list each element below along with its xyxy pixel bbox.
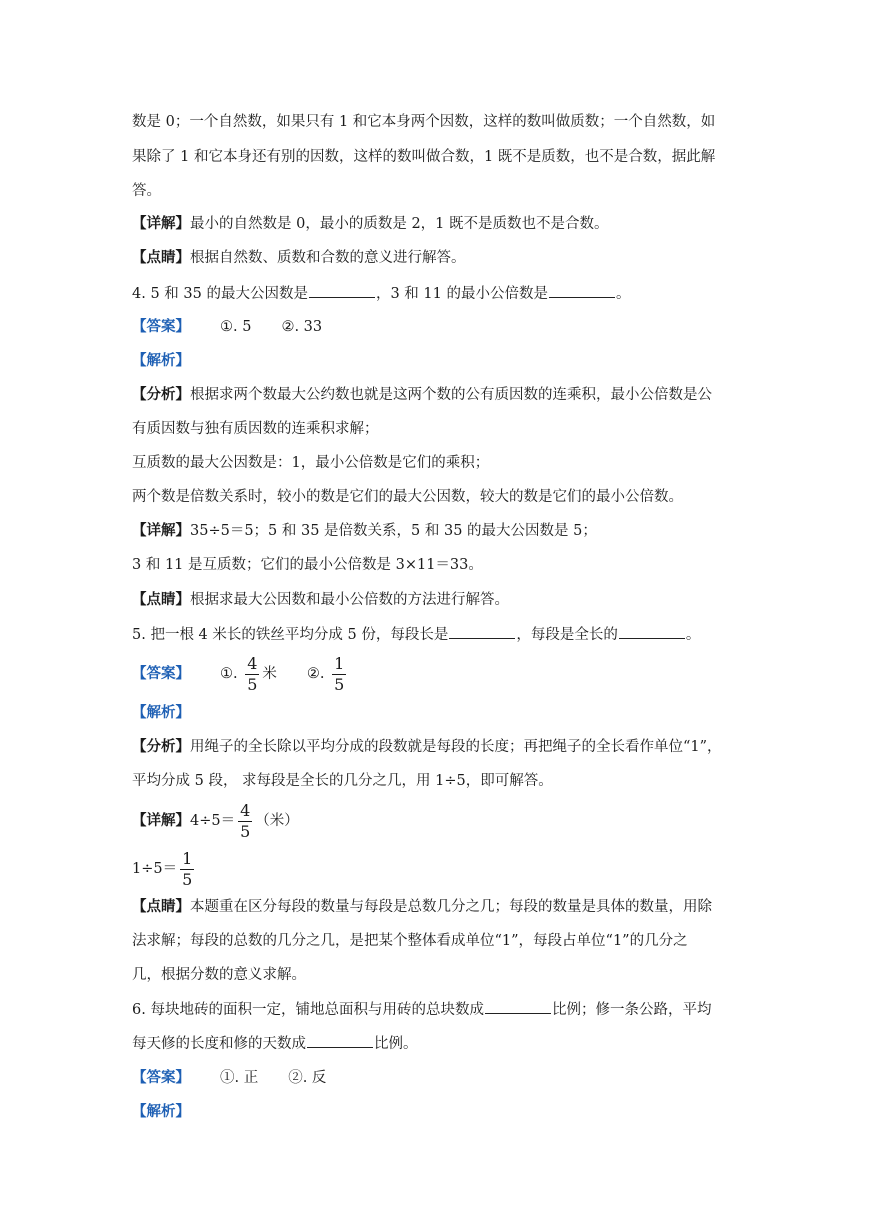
q5-analysis-label: 【解析】 — [132, 704, 190, 721]
q5-detail-1-fraction — [238, 801, 252, 842]
q6-text-b: 比例；修一条公路，平均 — [551, 1002, 712, 1018]
q4-analysis-line-3: 互质数的最大公因数是：1，最小公倍数是它们的乘积； — [132, 455, 490, 471]
q4-question — [132, 283, 630, 304]
q4-text-b: ，3 和 11 的最小公倍数是 — [375, 286, 548, 302]
q5-detail-line-2 — [132, 848, 197, 890]
q5-question — [132, 624, 700, 645]
q4-detail-line-2: 3 和 11 是互质数；它们的最小公倍数是 3×11＝33。 — [132, 557, 483, 573]
q5-answer — [132, 653, 349, 695]
q5-note-line-1 — [132, 897, 712, 917]
q5-detail-2-fraction — [180, 849, 194, 890]
detail-label: 【详解】 — [132, 215, 190, 232]
q5-answer-2-fraction — [332, 654, 346, 695]
q5-text-a: 5. 把一根 4 米长的铁丝平均分成 5 份，每段长是 — [132, 627, 449, 643]
q6-question-line-2 — [132, 1033, 418, 1054]
q6-analysis-label: 【解析】 — [132, 1103, 190, 1120]
q6-text-c: 每天修的长度和修的天数成 — [132, 1036, 306, 1052]
q5-detail-1-unit: （米） — [255, 813, 299, 829]
q4-analysis-label: 【解析】 — [132, 352, 190, 369]
answer-label: 【答案】 — [132, 665, 190, 682]
q4-note-text: 根据求最大公因数和最小公倍数的方法进行解答。 — [190, 592, 509, 608]
q4-blank-1 — [309, 283, 375, 298]
q4-text-a: 4. 5 和 35 的最大公因数是 — [132, 286, 308, 302]
q5-detail-1-prefix: 4÷5＝ — [190, 813, 236, 829]
fraction-numerator: 4 — [247, 653, 258, 673]
fraction-denominator: 5 — [334, 674, 345, 694]
answer-label: 【答案】 — [132, 318, 190, 335]
q6-text-d: 比例。 — [374, 1036, 418, 1052]
intro-note — [132, 248, 466, 268]
q6-answer — [132, 1068, 326, 1088]
q4-detail-text-1: 35÷5＝5；5 和 35 是倍数关系，5 和 35 的最大公因数是 5； — [190, 523, 597, 539]
detail-label: 【详解】 — [132, 812, 190, 829]
intro-line-3: 答。 — [132, 183, 161, 199]
fraction-denominator: 5 — [182, 869, 193, 889]
q5-note-line-2: 法求解；每段的总数的几分之几，是把某个整体看成单位“1”，每段占单位“1”的几分之 — [132, 933, 688, 949]
q5-blank-1 — [449, 624, 515, 639]
intro-line-2: 果除了 1 和它本身还有别的因数，这样的数叫做合数，1 既不是质数，也不是合数，据此解 — [132, 149, 716, 165]
note-label: 【点睛】 — [132, 249, 190, 266]
note-label: 【点睛】 — [132, 898, 190, 915]
q4-analysis-line-1 — [132, 385, 712, 405]
q4-analysis-text-1: 根据求两个数最大公约数也就是这两个数的公有质因数的连乘积，最小公倍数是公 — [190, 387, 712, 403]
q5-text-b: ，每段是全长的 — [516, 627, 618, 643]
q5-answer-1-fraction — [245, 654, 259, 695]
fraction-numerator: 1 — [182, 848, 193, 868]
q5-answer-1-prefix: ①. — [220, 666, 238, 682]
fraction-numerator: 4 — [240, 800, 251, 820]
q5-text-c: 。 — [685, 627, 701, 643]
q6-answer-2: ②. 反 — [288, 1070, 327, 1086]
q5-note-line-3: 几，根据分数的意义求解。 — [132, 967, 306, 983]
q5-blank-2 — [619, 624, 685, 639]
intro-line-1: 数是 0；一个自然数，如果只有 1 和它本身两个因数，这样的数叫做质数；一个自然数，如 — [132, 114, 716, 130]
q5-analysis-line-2: 平均分成 5 段， 求每段是全长的几分之几，用 1÷5，即可解答。 — [132, 773, 553, 789]
note-text: 根据自然数、质数和合数的意义进行解答。 — [190, 250, 466, 266]
q6-blank-2 — [307, 1033, 373, 1048]
answer-label: 【答案】 — [132, 1069, 190, 1086]
q4-answer — [132, 317, 322, 337]
q6-text-a: 6. 每块地砖的面积一定，铺地总面积与用砖的总块数成 — [132, 1002, 484, 1018]
q6-blank-1 — [485, 999, 551, 1014]
q5-answer-2-prefix: ②. — [306, 666, 325, 682]
q4-analysis-line-2: 有质因数与独有质因数的连乘积求解； — [132, 421, 379, 437]
q6-answer-1: ①. 正 — [220, 1070, 259, 1086]
q4-analysis-line-4: 两个数是倍数关系时，较小的数是它们的最大公因数，较大的数是它们的最小公倍数。 — [132, 489, 683, 505]
fraction-denominator: 5 — [247, 674, 258, 694]
q5-analysis-line-1 — [132, 737, 722, 757]
q4-text-c: 。 — [615, 286, 631, 302]
fraction-numerator: 1 — [334, 653, 345, 673]
q6-question-line-1 — [132, 999, 711, 1020]
fraction-denominator: 5 — [240, 821, 251, 841]
q5-analysis-text-1: 用绳子的全长除以平均分成的段数就是每段的长度；再把绳子的全长看作单位“1”， — [190, 739, 722, 755]
q5-answer-1-unit: 米 — [262, 666, 277, 682]
q4-answer-1: ①. 5 — [220, 319, 252, 335]
analysis-sub-label: 【分析】 — [132, 738, 190, 755]
intro-detail — [132, 214, 609, 234]
q5-note-text-1: 本题重在区分每段的数量与每段是总数几分之几；每段的数量是具体的数量，用除 — [190, 899, 712, 915]
q4-note — [132, 590, 509, 610]
detail-label: 【详解】 — [132, 522, 190, 539]
q4-blank-2 — [549, 283, 615, 298]
q4-detail-line-1 — [132, 521, 597, 541]
detail-text: 最小的自然数是 0，最小的质数是 2，1 既不是质数也不是合数。 — [190, 216, 609, 232]
q5-detail-line-1 — [132, 800, 299, 842]
note-label: 【点睛】 — [132, 591, 190, 608]
q5-detail-2-prefix: 1÷5＝ — [132, 861, 178, 877]
analysis-sub-label: 【分析】 — [132, 386, 190, 403]
q4-answer-2: ②. 33 — [281, 319, 323, 335]
